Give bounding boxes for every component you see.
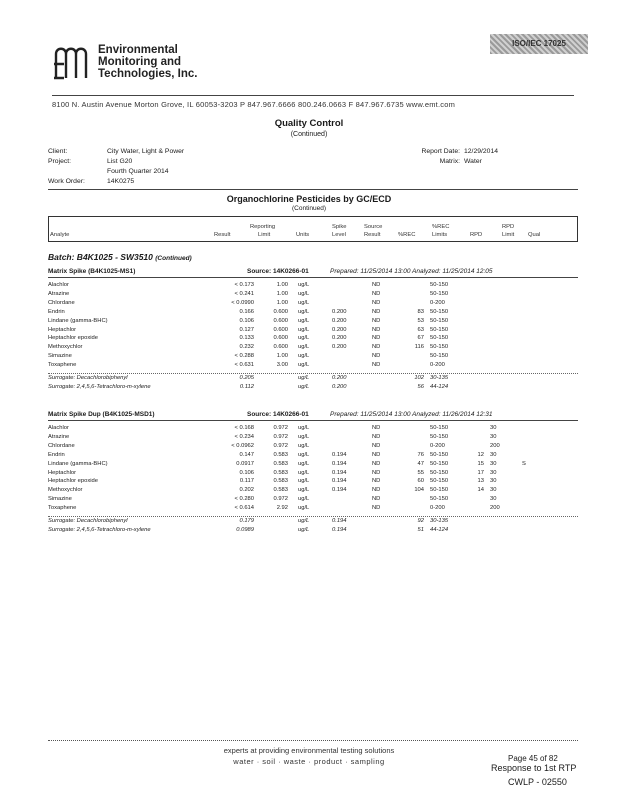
cell-source: ND: [372, 460, 381, 467]
company-name-line-3: Technologies, Inc.: [98, 68, 198, 80]
client-label: Client:: [48, 148, 68, 155]
cell-analyte: Lindane (gamma-BHC): [48, 317, 108, 324]
cell-rl: 1.00: [276, 290, 288, 297]
cell-analyte: Surrogate: Decachlorobiphenyl: [48, 375, 128, 381]
col-units: Units: [296, 232, 310, 238]
cell-limits: 50-150: [430, 425, 449, 431]
cell-rpd: 13: [477, 478, 484, 485]
matrix-label: Matrix:: [439, 158, 460, 165]
report-title: Quality Control: [274, 118, 344, 129]
report-date-value: 12/29/2014: [464, 148, 499, 155]
cell-result: < 0.288: [234, 353, 254, 360]
bates-number: CWLP - 02550: [508, 777, 567, 787]
cell-source: ND: [372, 344, 381, 351]
cell-rl: 0.972: [273, 425, 288, 431]
cell-analyte: Simazine: [48, 496, 72, 503]
cell-units: ug/L: [298, 308, 310, 315]
ms-prepared: Prepared: 11/25/2014 13:00 Analyzed: 11/25/2014 12:05: [330, 268, 493, 275]
section-continued: (Continued): [292, 205, 326, 212]
col-qual: Qual: [528, 232, 541, 238]
cell-result: 0.205: [239, 375, 254, 381]
cell-result: < 0.631: [234, 362, 254, 369]
cell-analyte: Atrazine: [48, 433, 70, 440]
cell-units: ug/L: [298, 326, 310, 333]
company-name-line-1: Environmental: [98, 44, 178, 56]
msd-prepared: Prepared: 11/25/2014 13:00 Analyzed: 11/26/2014 12:31: [330, 411, 493, 418]
cell-rl: 0.600: [273, 317, 288, 324]
emt-logo-icon: [52, 44, 92, 84]
section-title: Organochlorine Pesticides by GC/ECD: [226, 194, 392, 204]
company-name: [98, 44, 197, 80]
company-address: 8100 N. Austin Avenue Morton Grove, IL 60053-3203 P 847.967.6666 800.246.0663 F 847.967.6735 www.emt.com: [52, 100, 456, 109]
msd-source: Source: 14K0266-01: [247, 411, 309, 418]
cell-rl: 0.600: [273, 326, 288, 333]
cell-rl: 0.583: [273, 487, 288, 494]
response-label: Response to 1st RTP: [491, 763, 577, 773]
cell-result: 0.127: [239, 326, 254, 333]
cell-limits: 30-135: [430, 518, 449, 524]
cell-analyte: Toxaphene: [48, 362, 77, 369]
table-row: [48, 478, 578, 487]
cell-spike: 0.194: [332, 526, 347, 533]
cell-result: 0.166: [239, 308, 254, 315]
work-order-label: Work Order:: [48, 178, 85, 185]
matrix-value: Water: [464, 158, 482, 165]
column-header-box: [48, 216, 578, 242]
cell-spike: 0.194: [332, 460, 347, 467]
cell-analyte: Methoxychlor: [48, 487, 83, 494]
report-date-label: Report Date:: [421, 148, 460, 155]
cell-rl: 2.92: [276, 505, 288, 512]
cell-source: ND: [372, 505, 381, 512]
cell-result: 0.112: [239, 383, 254, 390]
cell-rl: 0.972: [273, 442, 288, 449]
table-row: [48, 335, 578, 344]
meta-divider: [48, 189, 578, 190]
cell-units: ug/L: [298, 290, 310, 297]
cell-limits: 50-150: [430, 290, 449, 297]
cell-rl: 1.00: [276, 353, 288, 360]
header-divider: [52, 95, 574, 96]
cell-source: ND: [372, 425, 381, 431]
cell-rl: 1.00: [276, 299, 288, 306]
cell-rl: 3.00: [276, 362, 288, 369]
cell-limits: 30-135: [430, 375, 449, 381]
cell-analyte: Methoxychlor: [48, 344, 83, 351]
cell-source: ND: [372, 326, 381, 333]
col-spike: Spike: [332, 224, 347, 230]
cell-result: 0.0989: [236, 526, 254, 533]
col-prec-top: %REC: [432, 224, 450, 230]
cell-units: ug/L: [298, 344, 310, 351]
cell-analyte: Chlordane: [48, 442, 75, 449]
table-row: [48, 452, 578, 461]
cell-rl: 0.972: [273, 496, 288, 503]
cell-limits: 0-200: [430, 362, 445, 369]
cell-limits: 44-124: [430, 383, 449, 390]
footer-divider: [48, 740, 578, 741]
surrogate-row: [48, 384, 578, 393]
cell-rpd-limit: 30: [490, 425, 497, 431]
col-prec: %REC: [398, 232, 416, 238]
cell-limits: 50-150: [430, 496, 449, 503]
accreditation-stamp: ISO/IEC 17025: [490, 34, 588, 54]
cell-limits: 50-150: [430, 282, 449, 288]
cell-source: ND: [372, 496, 381, 503]
cell-result: < 0.241: [234, 290, 254, 297]
report-continued: (Continued): [290, 131, 328, 138]
col-rpd-limit: Limit: [502, 232, 515, 238]
cell-source: ND: [372, 487, 381, 494]
cell-source: ND: [372, 290, 381, 297]
cell-rl: 0.972: [273, 433, 288, 440]
cell-result: < 0.234: [234, 433, 254, 440]
ms-source: Source: 14K0266-01: [247, 268, 309, 275]
cell-source: ND: [372, 362, 381, 369]
cell-rl: 0.600: [273, 335, 288, 342]
cell-spike: 0.194: [332, 451, 347, 458]
cell-result: 0.133: [239, 335, 254, 342]
col-result: Result: [214, 232, 231, 238]
cell-limits: 50-150: [430, 308, 449, 315]
project-value-line-2: Fourth Quarter 2014: [107, 168, 169, 175]
cell-result: < 0.173: [234, 282, 254, 288]
cell-analyte: Surrogate: 2,4,5,6-Tetrachloro-m-xylene: [48, 383, 151, 390]
cell-rpd-limit: 30: [490, 460, 497, 467]
cell-source: ND: [372, 299, 381, 306]
cell-source: ND: [372, 433, 381, 440]
cell-result: < 0.168: [234, 425, 254, 431]
client-meta-values: [107, 147, 184, 187]
cell-rec: 47: [417, 460, 424, 467]
cell-spike: 0.194: [332, 469, 347, 476]
cell-spike: 0.200: [332, 326, 347, 333]
cell-spike: 0.194: [332, 478, 347, 485]
surrogate-row: [48, 527, 578, 536]
cell-source: ND: [372, 282, 381, 288]
cell-limits: 50-150: [430, 469, 449, 476]
cell-units: ug/L: [298, 353, 310, 360]
cell-result: 0.106: [239, 317, 254, 324]
cell-result: < 0.0962: [231, 442, 254, 449]
table-row: [48, 434, 578, 443]
table-row: [48, 327, 578, 336]
cell-limits: 50-150: [430, 460, 449, 467]
cell-rpd-limit: 30: [490, 433, 497, 440]
table-row: [48, 353, 578, 362]
col-analyte: Analyte: [50, 232, 70, 238]
cell-analyte: Toxaphene: [48, 505, 77, 512]
cell-spike: 0.200: [332, 383, 347, 390]
col-reporting: Reporting: [250, 224, 276, 230]
table-row: [48, 362, 578, 371]
cell-rpd-limit: 200: [490, 442, 500, 449]
table-row: [48, 470, 578, 479]
cell-rec: 104: [414, 487, 424, 494]
cell-rec: 56: [417, 383, 424, 390]
client-value: City Water, Light & Power: [107, 148, 185, 155]
cell-source: ND: [372, 353, 381, 360]
cell-rec: 63: [417, 326, 424, 333]
cell-source: ND: [372, 442, 381, 449]
table-row: [48, 344, 578, 353]
cell-limits: 50-150: [430, 335, 449, 342]
table-row: [48, 282, 578, 291]
cell-units: ug/L: [298, 526, 310, 533]
cell-limits: 50-150: [430, 451, 449, 458]
cell-analyte: Heptachlor: [48, 469, 77, 476]
cell-units: ug/L: [298, 433, 310, 440]
report-meta-labels: [400, 147, 460, 167]
cell-analyte: Alachlor: [48, 425, 69, 431]
cell-rpd: 17: [477, 469, 484, 476]
table-row: [48, 487, 578, 496]
surrogate-divider: [48, 516, 578, 517]
cell-result: < 0.0990: [231, 299, 254, 306]
cell-analyte: Simazine: [48, 353, 72, 360]
cell-limits: 44-124: [430, 526, 449, 533]
msd-title: Matrix Spike Dup (B4K1025-MSD1): [48, 411, 155, 418]
cell-rec: 51: [417, 526, 424, 533]
cell-rpd-limit: 30: [490, 451, 497, 458]
cell-source: ND: [372, 478, 381, 485]
batch-id: Batch: B4K1025 - SW3510: [48, 252, 153, 262]
cell-spike: 0.194: [332, 518, 347, 524]
cell-rpd: 15: [477, 460, 484, 467]
table-row: [48, 291, 578, 300]
cell-units: ug/L: [298, 282, 310, 288]
cell-limits: 50-150: [430, 478, 449, 485]
cell-rpd-limit: 30: [490, 487, 497, 494]
cell-limits: 50-150: [430, 317, 449, 324]
cell-rl: 1.00: [276, 282, 288, 288]
cell-units: ug/L: [298, 335, 310, 342]
cell-units: ug/L: [298, 460, 310, 467]
cell-source: ND: [372, 317, 381, 324]
cell-spike: 0.200: [332, 344, 347, 351]
cell-rec: 83: [417, 308, 424, 315]
cell-units: ug/L: [298, 299, 310, 306]
cell-units: ug/L: [298, 442, 310, 449]
cell-rpd-limit: 30: [490, 496, 497, 503]
cell-units: ug/L: [298, 451, 310, 458]
cell-rec: 116: [414, 344, 424, 351]
cell-units: ug/L: [298, 487, 310, 494]
cell-limits: 50-150: [430, 326, 449, 333]
cell-limits: 50-150: [430, 344, 449, 351]
cell-units: ug/L: [298, 362, 310, 369]
surrogate-row: [48, 518, 578, 527]
project-value: List G20: [107, 158, 133, 165]
cell-result: 0.0917: [236, 460, 254, 467]
cell-result: 0.106: [239, 469, 254, 476]
cell-limits: 50-150: [430, 487, 449, 494]
cell-result: 0.232: [239, 344, 254, 351]
table-row: [48, 309, 578, 318]
cell-rec: 102: [414, 375, 424, 381]
cell-limits: 0-200: [430, 442, 445, 449]
cell-analyte: Endrin: [48, 451, 65, 458]
cell-limits: 50-150: [430, 353, 449, 360]
col-source: Source: [364, 224, 383, 230]
report-meta-values: [464, 147, 498, 167]
cell-source: ND: [372, 469, 381, 476]
client-meta-labels: [48, 147, 85, 187]
surrogate-divider: [48, 373, 578, 374]
table-row: [48, 505, 578, 514]
work-order-value: 14K0275: [107, 178, 135, 185]
batch-title: [48, 252, 192, 262]
cell-rec: 60: [417, 478, 424, 485]
cell-rpd-limit: 30: [490, 478, 497, 485]
cell-result: 0.117: [239, 478, 254, 485]
cell-analyte: Endrin: [48, 308, 65, 315]
cell-result: 0.147: [239, 451, 254, 458]
footer-tagline: experts at providing environmental testing solutions: [223, 746, 395, 755]
ms-title: Matrix Spike (B4K1025-MS1): [48, 268, 136, 275]
col-limit: Limit: [258, 232, 271, 238]
cell-analyte: Atrazine: [48, 290, 70, 297]
cell-spike: 0.200: [332, 375, 347, 381]
cell-units: ug/L: [298, 375, 310, 381]
cell-spike: 0.200: [332, 317, 347, 324]
cell-rpd-limit: 30: [490, 469, 497, 476]
cell-units: ug/L: [298, 425, 310, 431]
surrogate-row: [48, 375, 578, 384]
footer-services: water · soil · waste · product · sampling: [233, 757, 385, 766]
cell-result: < 0.614: [234, 505, 254, 512]
cell-analyte: Chlordane: [48, 299, 75, 306]
table-row: [48, 443, 578, 452]
cell-source: ND: [372, 335, 381, 342]
cell-limits: 0-200: [430, 299, 445, 306]
col-source-result: Result: [364, 232, 381, 238]
col-prec-limits: Limits: [432, 232, 448, 238]
cell-rec: 92: [417, 518, 424, 524]
company-name-line-2: Monitoring and: [98, 56, 182, 68]
table-row: [48, 461, 578, 470]
cell-analyte: Surrogate: Decachlorobiphenyl: [48, 518, 128, 524]
cell-rpd: 12: [477, 451, 484, 458]
cell-analyte: Alachlor: [48, 282, 69, 288]
cell-rl: 0.600: [273, 308, 288, 315]
cell-rec: 55: [417, 469, 424, 476]
cell-rl: 0.583: [273, 478, 288, 485]
cell-result: 0.202: [239, 487, 254, 494]
col-level: Level: [332, 232, 346, 238]
cell-units: ug/L: [298, 478, 310, 485]
cell-rl: 0.583: [273, 460, 288, 467]
cell-rl: 0.583: [273, 469, 288, 476]
ms-divider: [48, 277, 578, 278]
batch-continued: (Continued): [155, 255, 192, 262]
col-rpd: RPD: [470, 232, 483, 238]
cell-analyte: Surrogate: 2,4,5,6-Tetrachloro-m-xylene: [48, 526, 151, 533]
cell-rl: 0.583: [273, 451, 288, 458]
table-row: [48, 300, 578, 309]
cell-limits: 50-150: [430, 433, 449, 440]
cell-spike: 0.194: [332, 487, 347, 494]
page-number: Page 45 of 82: [508, 754, 558, 763]
cell-spike: 0.200: [332, 335, 347, 342]
cell-analyte: Heptachlor: [48, 326, 77, 333]
cell-units: ug/L: [298, 505, 310, 512]
cell-rec: 67: [417, 335, 424, 342]
msd-divider: [48, 420, 578, 421]
cell-source: ND: [372, 451, 381, 458]
cell-result: 0.179: [239, 518, 254, 524]
cell-analyte: Heptachlor epoxide: [48, 478, 98, 485]
cell-units: ug/L: [298, 383, 310, 390]
col-rpd-top: RPD: [502, 224, 515, 230]
cell-analyte: Lindane (gamma-BHC): [48, 460, 108, 467]
cell-analyte: Heptachlor epoxide: [48, 335, 98, 342]
cell-rpd-limit: 200: [490, 505, 500, 512]
cell-rec: 53: [417, 317, 424, 324]
cell-rpd: 14: [477, 487, 484, 494]
table-row: [48, 318, 578, 327]
cell-rl: 0.600: [273, 344, 288, 351]
cell-units: ug/L: [298, 518, 310, 524]
cell-source: ND: [372, 308, 381, 315]
table-row: [48, 425, 578, 434]
cell-spike: 0.200: [332, 308, 347, 315]
cell-limits: 0-200: [430, 505, 445, 512]
cell-units: ug/L: [298, 317, 310, 324]
table-row: [48, 496, 578, 505]
cell-qual: S: [522, 460, 526, 467]
cell-units: ug/L: [298, 469, 310, 476]
cell-rec: 76: [417, 451, 424, 458]
cell-units: ug/L: [298, 496, 310, 503]
cell-result: < 0.280: [234, 496, 254, 503]
project-label: Project:: [48, 158, 72, 165]
